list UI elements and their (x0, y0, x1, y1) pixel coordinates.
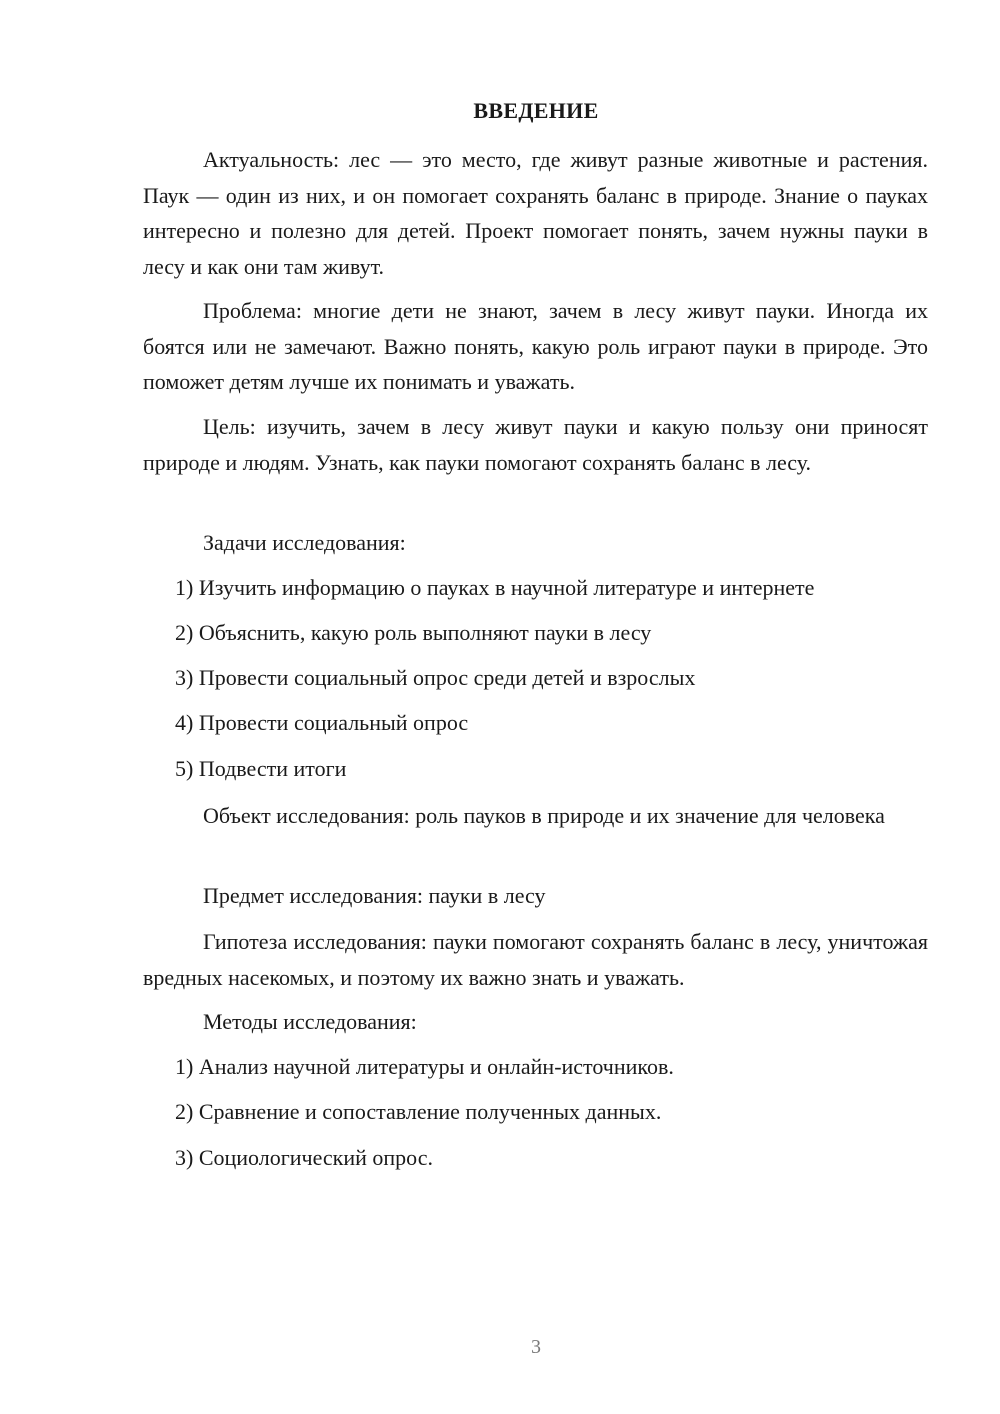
method-item: 3) Социологический опрос. (175, 1145, 433, 1170)
task-item: 4) Провести социальный опрос (175, 710, 469, 735)
methods-heading: Методы исследования: (203, 1009, 417, 1034)
relevance-paragraph: Актуальность: лес — это место, где живут разные животные и растения. Паук — один из них, и он помогает сохранять баланс в природе. Знание о пауках интересно и полезно для детей. Проект помогает понять, зачем нужны пауки в лесу и как они там живут. (143, 147, 928, 279)
subject-line: Предмет исследования: пауки в лесу (203, 883, 546, 908)
task-item: 1) Изучить информацию о пауках в научной литературе и интернете (175, 575, 815, 600)
object-paragraph: Объект исследования: роль пауков в природе и их значение для человека (203, 803, 885, 828)
tasks-heading: Задачи исследования: (203, 530, 406, 555)
goal-paragraph: Цель: изучить, зачем в лесу живут пауки и какую пользу они приносят природе и людям. Узнать, как пауки помогают сохранять баланс в лесу. (143, 414, 928, 475)
hypothesis-paragraph: Гипотеза исследования: пауки помогают сохранять баланс в лесу, уничтожая вредных насекомых, и поэтому их важно знать и уважать. (143, 929, 928, 990)
method-item: 1) Анализ научной литературы и онлайн-источников. (175, 1054, 674, 1079)
method-item: 2) Сравнение и сопоставление полученных данных. (175, 1099, 662, 1124)
page-title: ВВЕДЕНИЕ (473, 98, 599, 123)
problem-paragraph: Проблема: многие дети не знают, зачем в лесу живут пауки. Иногда их боятся или не замечают. Важно понять, какую роль играют пауки в природе. Это поможет детям лучше их понимать и уважать. (143, 298, 928, 394)
task-item: 3) Провести социальный опрос среди детей и взрослых (175, 665, 696, 690)
page-number: 3 (531, 1336, 541, 1358)
task-item: 5) Подвести итоги (175, 756, 347, 781)
task-item: 2) Объяснить, какую роль выполняют пауки в лесу (175, 620, 652, 645)
